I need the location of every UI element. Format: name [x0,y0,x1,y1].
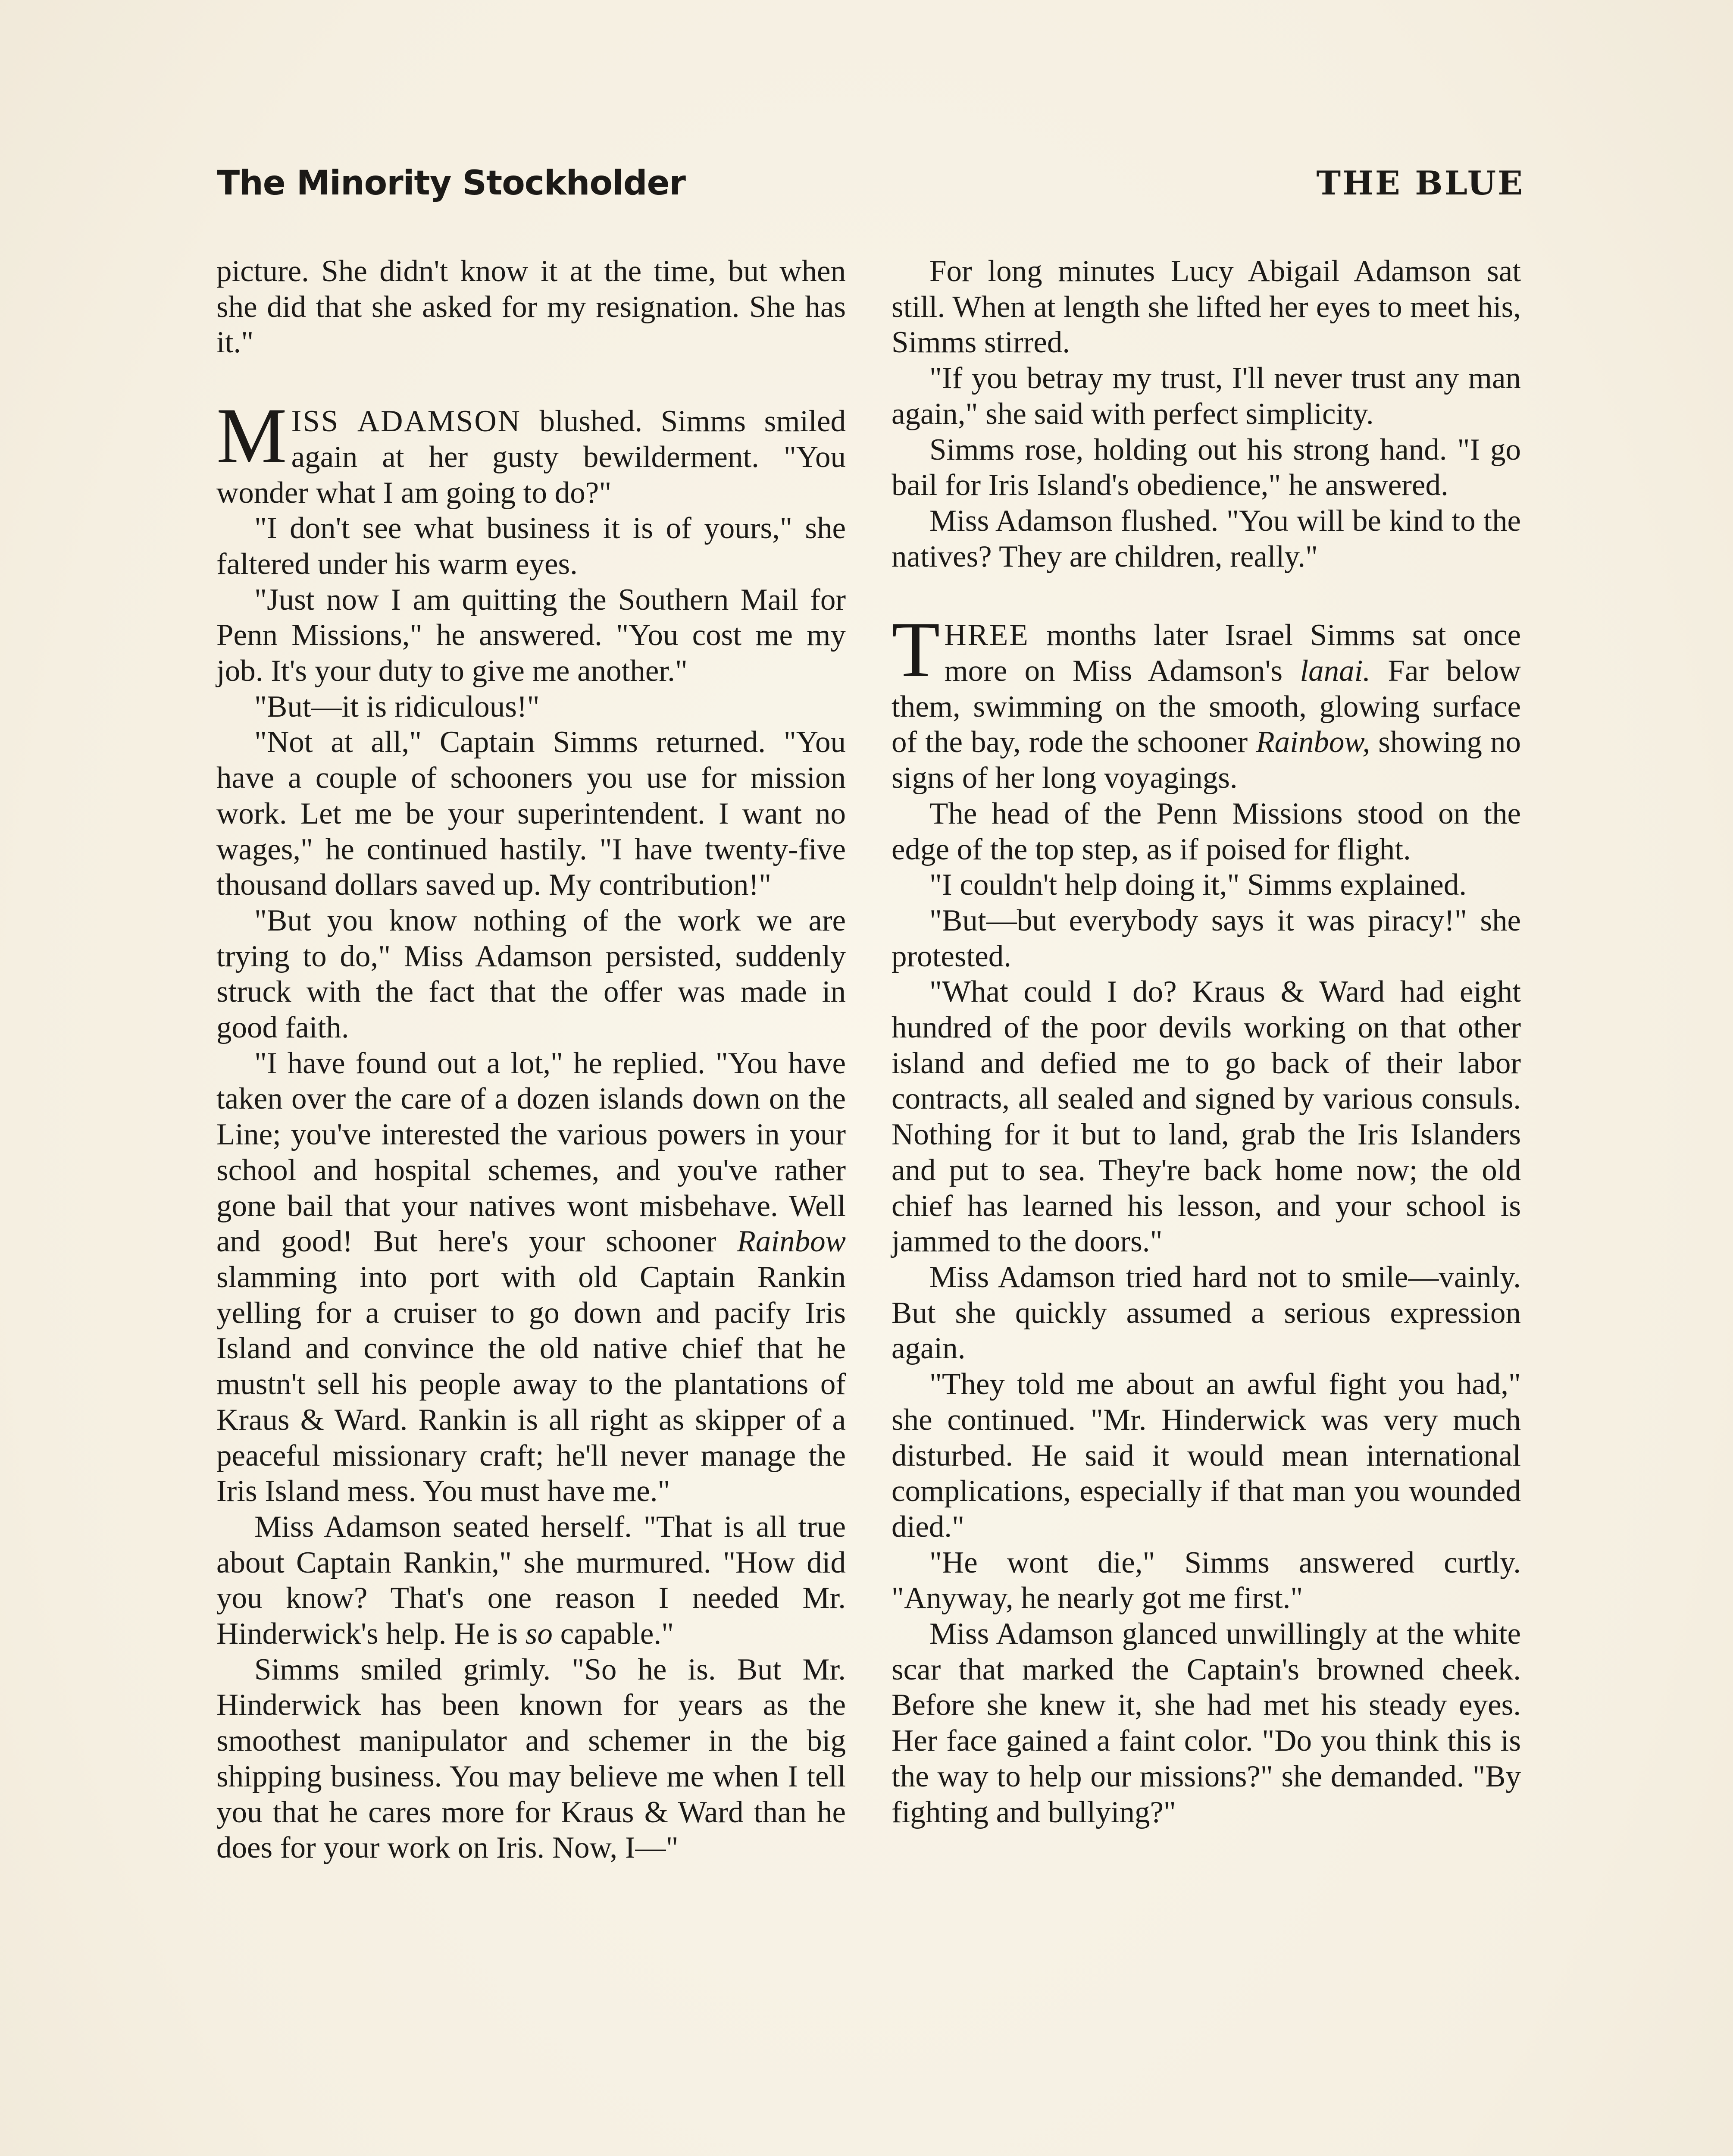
paragraph-text: Far below them, swimming on the smooth, glowing surface of the bay, rode the schooner [892,654,1521,759]
paragraph: "But—but everybody says it was piracy!" she protested. [892,903,1521,973]
paragraph: Miss Adamson flushed. "You will be kind to the natives? They are children, really." [892,504,1521,573]
paragraph: picture. She didn't know it at the time, but when she did that she asked for my resignation. She has it." [216,254,846,360]
paragraph: "I couldn't help doing it," Simms explained. [929,868,1467,902]
paragraph: Simms smiled grimly. "So he is. But Mr. Hinderwick has been known for years as the smoothest manipulator and schemer in the big shipping business. You may believe me when I tell you that he cares more for Kraus & Ward than he does for your work on Iris. Now, I—" [216,1652,846,1865]
paragraph: "Just now I am quitting the Southern Mail for Penn Missions," he answered. "You cost me my job. It's your duty to give me another." [216,583,846,688]
small-caps-lead: ISS ADAMSON [291,404,521,439]
small-caps-lead: HREE [944,618,1029,652]
magazine-title: THE BLUE [1316,164,1524,202]
paragraph: "What could I do? Kraus & Ward had eight hundred of the poor devils working on that other island and defied me to go back of their labor contracts, all sealed and signed by various consuls. Nothing for it but to land, grab the Iris Islanders and put to sea. They're back home now; the old chief has learned his lesson, and your school is jammed to the doors." [892,975,1521,1259]
emphasis: lanai. [1300,654,1371,688]
paragraph: "He wont die," Simms answered curtly. "Anyway, he nearly got me first." [892,1545,1521,1615]
paragraph-dropcap [216,392,846,511]
paragraph: "They told me about an awful fight you had," she continued. "Mr. Hinderwick was very much disturbed. He said it would mean international complications, especially if that man you wounded died." [892,1367,1521,1544]
paragraph-text: slamming into port with old Captain Rankin yelling for a cruiser to go down and pacify Iris Island and convince the old native chief that he mustn't sell his people away to the plantations of Kraus & Ward. Rankin is all right as skipper of a peaceful missionary craft; he'll never manage the Iris Island mess. You must have me." [216,1260,846,1508]
paragraph: "But—it is ridiculous!" [254,689,540,724]
paragraph: For long minutes Lucy Abigail Adamson sat still. When at length she lifted her eyes to meet his, Simms stirred. [892,254,1521,360]
drop-cap: M [216,392,287,480]
paragraph: "But you know nothing of the work we are trying to do," Miss Adamson persisted, suddenly struck with the fact that the offer was made in good faith. [216,903,846,1045]
paragraph-text: capable." [552,1617,674,1651]
paragraph: The head of the Penn Missions stood on the edge of the top step, as if poised for flight. [892,796,1521,866]
paragraph: Miss Adamson tried hard not to smile—vainly. But she quickly assumed a serious expression again. [892,1260,1521,1366]
paragraph-text: "I have found out a lot," he replied. "You have taken over the care of a dozen islands down on the Line; you've interested the various powers in your school and hospital schemes, and you've rather gone bail that your natives wont misbehave. Well and good! But here's your schooner [216,1046,846,1259]
ship-name: Rainbow [737,1225,846,1259]
paragraph-text: Miss Adamson seated herself. "That is all true about Captain Rankin," she murmured. "How did you know? That's one reason I needed Mr. Hinderwick's help. He is [216,1510,846,1651]
paragraph: Simms rose, holding out his strong hand. "I go bail for Iris Island's obedience," he answered. [892,432,1521,502]
paragraph-text: months later Israel Simms sat once more on Miss Adamson's [944,618,1521,688]
paragraph: "I don't see what business it is of yours," she faltered under his warm eyes. [216,511,846,581]
left-column [216,254,846,1866]
paragraph: "Not at all," Captain Simms returned. "You have a couple of schooners you use for mission work. Let me be your superintendent. I want no wages," he continued hastily. "I have twenty-five thousand dollars saved up. My contribution!" [216,725,846,902]
emphasis: so [525,1617,553,1651]
paragraph-dropcap [892,605,1521,796]
paragraph-text: showing no signs of her long voyagings. [892,725,1521,795]
drop-cap: T [892,605,940,694]
ship-name: Rainbow, [1256,725,1370,759]
paragraph: Miss Adamson glanced unwillingly at the white scar that marked the Captain's browned cheek. Before she knew it, she had met his steady eyes. Her face gained a faint color. "Do you think this is the way to help our missions?" she demanded. "By fighting and bullying?" [892,1617,1521,1829]
paragraph: "If you betray my trust, I'll never trust any man again," she said with perfect simplicity. [892,361,1521,431]
paragraph [216,1509,846,1652]
story-title: The Minority Stockholder [217,164,685,203]
paragraph [216,1046,846,1509]
paragraph-text: blushed. Simms smiled again at her gusty bewilderment. "You wonder what I am going to do?" [216,404,846,510]
right-column [892,254,1521,1830]
